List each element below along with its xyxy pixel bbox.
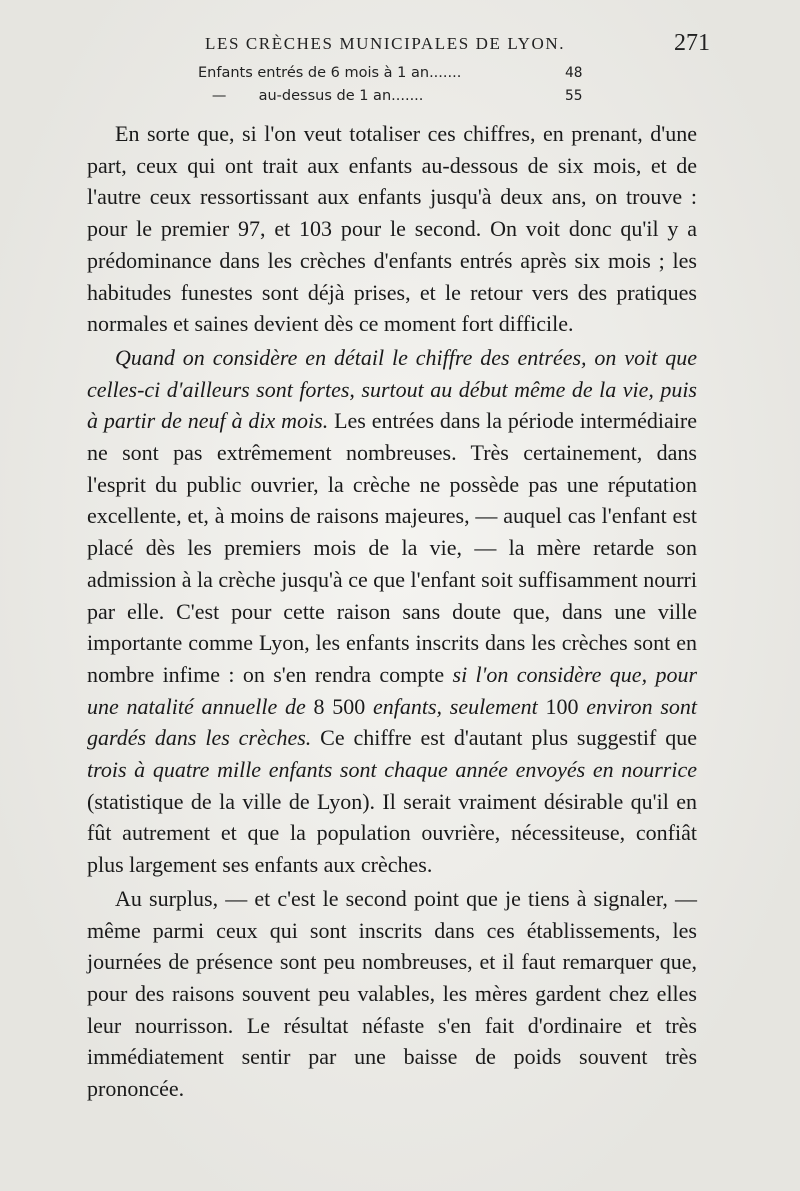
- page-number: 271: [674, 30, 710, 56]
- italic-span: Quand on considère en détail le chiffre des entrées, on voit que celles-ci d'ailleurs sont fortes, surtout au début même de la vie, puis à partir de neuf à dix mois.: [87, 344, 697, 434]
- italic-span: trois à quatre mille enfants sont chaque année envoyés en nourrice: [87, 757, 697, 783]
- table-row-label: — au-dessus de 1 an.......: [198, 88, 424, 104]
- table-row: [198, 85, 598, 108]
- paragraph-3: Au surplus, — et c'est le second point que je tiens à signaler, — même parmi ceux qui sont inscrits dans ces établissements, les journées de présence sont peu nombreuses, et il faut remarquer que, pour des raisons souvent peu valables, les mères gardent chez elles leur nourrisson. Le résultat néfaste s'en fait d'ordinaire et très immédiatement sentir par une baisse de poids souvent très prononcée.: [87, 885, 697, 1102]
- text-span: (statistique de la ville de Lyon). Il serait vraiment désirable qu'il en fût autrement et que la population ouvrière, nécessiteuse, confiât plus largement ses enfants aux crèches.: [87, 788, 697, 878]
- text-span: Les entrées dans la période intermédiaire ne sont pas extrêmement nombreuses. Très certainement, dans l'esprit du public ouvrier, la crèche ne possède pas une réputation excellente, et, à moins de raisons majeures, — auquel cas l'enfant est placé dès les premiers mois de la vie, — la mère retarde son admission à la crèche jusqu'à ce que l'enfant soit suffisamment nourri par elle. C'est pour cette raison sans doute que, dans une ville importante comme Lyon, les enfants inscrits dans les crèches sont en nombre infime : on s'en rendra compte: [87, 408, 697, 687]
- text-span: Ce chiffre est d'autant plus suggestif que: [311, 725, 697, 751]
- admissions-table: [198, 62, 598, 108]
- paragraph-2: [87, 342, 697, 881]
- table-row-label: Enfants entrés de 6 mois à 1 an.......: [198, 65, 462, 81]
- text-span: 100: [537, 693, 587, 719]
- italic-span: si l'on considère que, pour une natalité annuelle de: [87, 661, 698, 719]
- italic-span: environ sont gardés dans les crèches.: [87, 693, 698, 751]
- text-span: 8 500: [305, 693, 373, 719]
- table-row: [198, 62, 598, 85]
- table-row-value: 55: [565, 88, 583, 104]
- table-row-value: 48: [565, 65, 583, 81]
- paragraph-1: En sorte que, si l'on veut totaliser ces chiffres, en prenant, d'une part, ceux qui ont trait aux enfants au-dessous de six mois, et de l'autre ceux ressortissant aux enfants jusqu'à deux ans, on trouve : pour le premier 97, et 103 pour le second. On voit donc qu'il y a prédominance dans les crèches d'enfants entrés après six mois ; les habitudes funestes sont déjà prises, et le retour vers des pratiques normales et saines devient dès ce moment fort difficile.: [87, 121, 697, 337]
- italic-span: enfants, seulement: [372, 693, 538, 719]
- page-header: [90, 30, 710, 60]
- body-text: [87, 118, 697, 1105]
- running-title: LES CRÈCHES MUNICIPALES DE LYON.: [205, 34, 566, 53]
